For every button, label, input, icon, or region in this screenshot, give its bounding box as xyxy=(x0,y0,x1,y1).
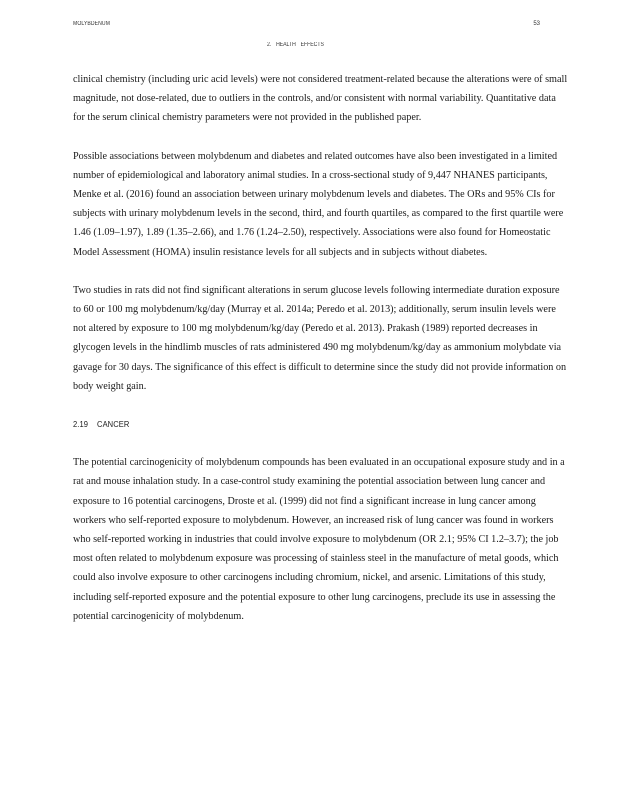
paragraph-clinical-chemistry: clinical chemistry (including uric acid levels) were not considered treatment-related because the alterations were of small magnitude, not dose-related, due to outliers in the controls, and/or consistent with normal variability. Quantitative data for the serum clinical chemistry parameters were not provided in the published paper. xyxy=(73,74,568,124)
paragraph-diabetes-epidemiology: Possible associations between molybdenum and diabetes and related outcomes have also been investigated in a limited number of epidemiological and laboratory animal studies. In a cross-sectional study of 9,447 NHANES participants, Menke et al. (2016) found an association between urinary molybdenum levels and diabetes. The ORs and 95% CIs for subjects with urinary molybdenum levels in the second, third, and fourth quartiles, as compared to the first quartile were 1.46 (1.09–1.97), 1.89 (1.35–2.66), and 1.76 (1.24–2.50), respectively. Associations were also found for Homeostatic Model Assessment (HOMA) insulin resistance levels for all subjects and in subjects without diabetes. xyxy=(73,150,564,258)
section-number: 2.19 xyxy=(73,419,89,430)
document-body xyxy=(73,70,568,645)
chapter-header: 2. HEALTH EFFECTS xyxy=(267,42,324,48)
section-heading xyxy=(73,415,519,434)
running-header-title: MOLYBDENUM xyxy=(73,21,111,27)
section-title: CANCER xyxy=(97,419,130,430)
paragraph-cancer: The potential carcinogenicity of molybdenum compounds has been evaluated in an occupational exposure study and in a rat and mouse inhalation study. In a case-control study examining the potential association between lung cancer and exposure to 16 potential carcinogens, Droste et al. (1999) did not find a significant increase in lung cancer among workers who self-reported exposure to molybdenum. However, an increased risk of lung cancer was found in workers who self-reported working in industries that could involve exposure to molybdenum (OR 2.1; 95% CI 1.2–3.7); the job most often related to molybdenum exposure was processing of stainless steel in the manufacture of metal goods, which could also involve exposure to other carcinogens including chromium, nickel, and arsenic. Limitations of this study, including self-reported exposure and the potential exposure to other lung carcinogens, preclude its use in assessing the potential carcinogenicity of molybdenum. xyxy=(73,457,565,622)
page-number: 53 xyxy=(533,21,540,27)
paragraph-rat-studies: Two studies in rats did not find significant alterations in serum glucose levels following intermediate duration exposure to 60 or 100 mg molybdenum/kg/day (Murray et al. 2014a; Peredo et al. 2013); additionally, serum insulin levels were not altered by exposure to 100 mg molybdenum/kg/day (Peredo et al. 2013). Prakash (1989) reported decreases in glycogen levels in the hindlimb muscles of rats administered 490 mg molybdenum/kg/day as ammonium molybdate via gavage for 30 days. The significance of this effect is difficult to determine since the study did not provide information on body weight gain. xyxy=(73,284,567,392)
